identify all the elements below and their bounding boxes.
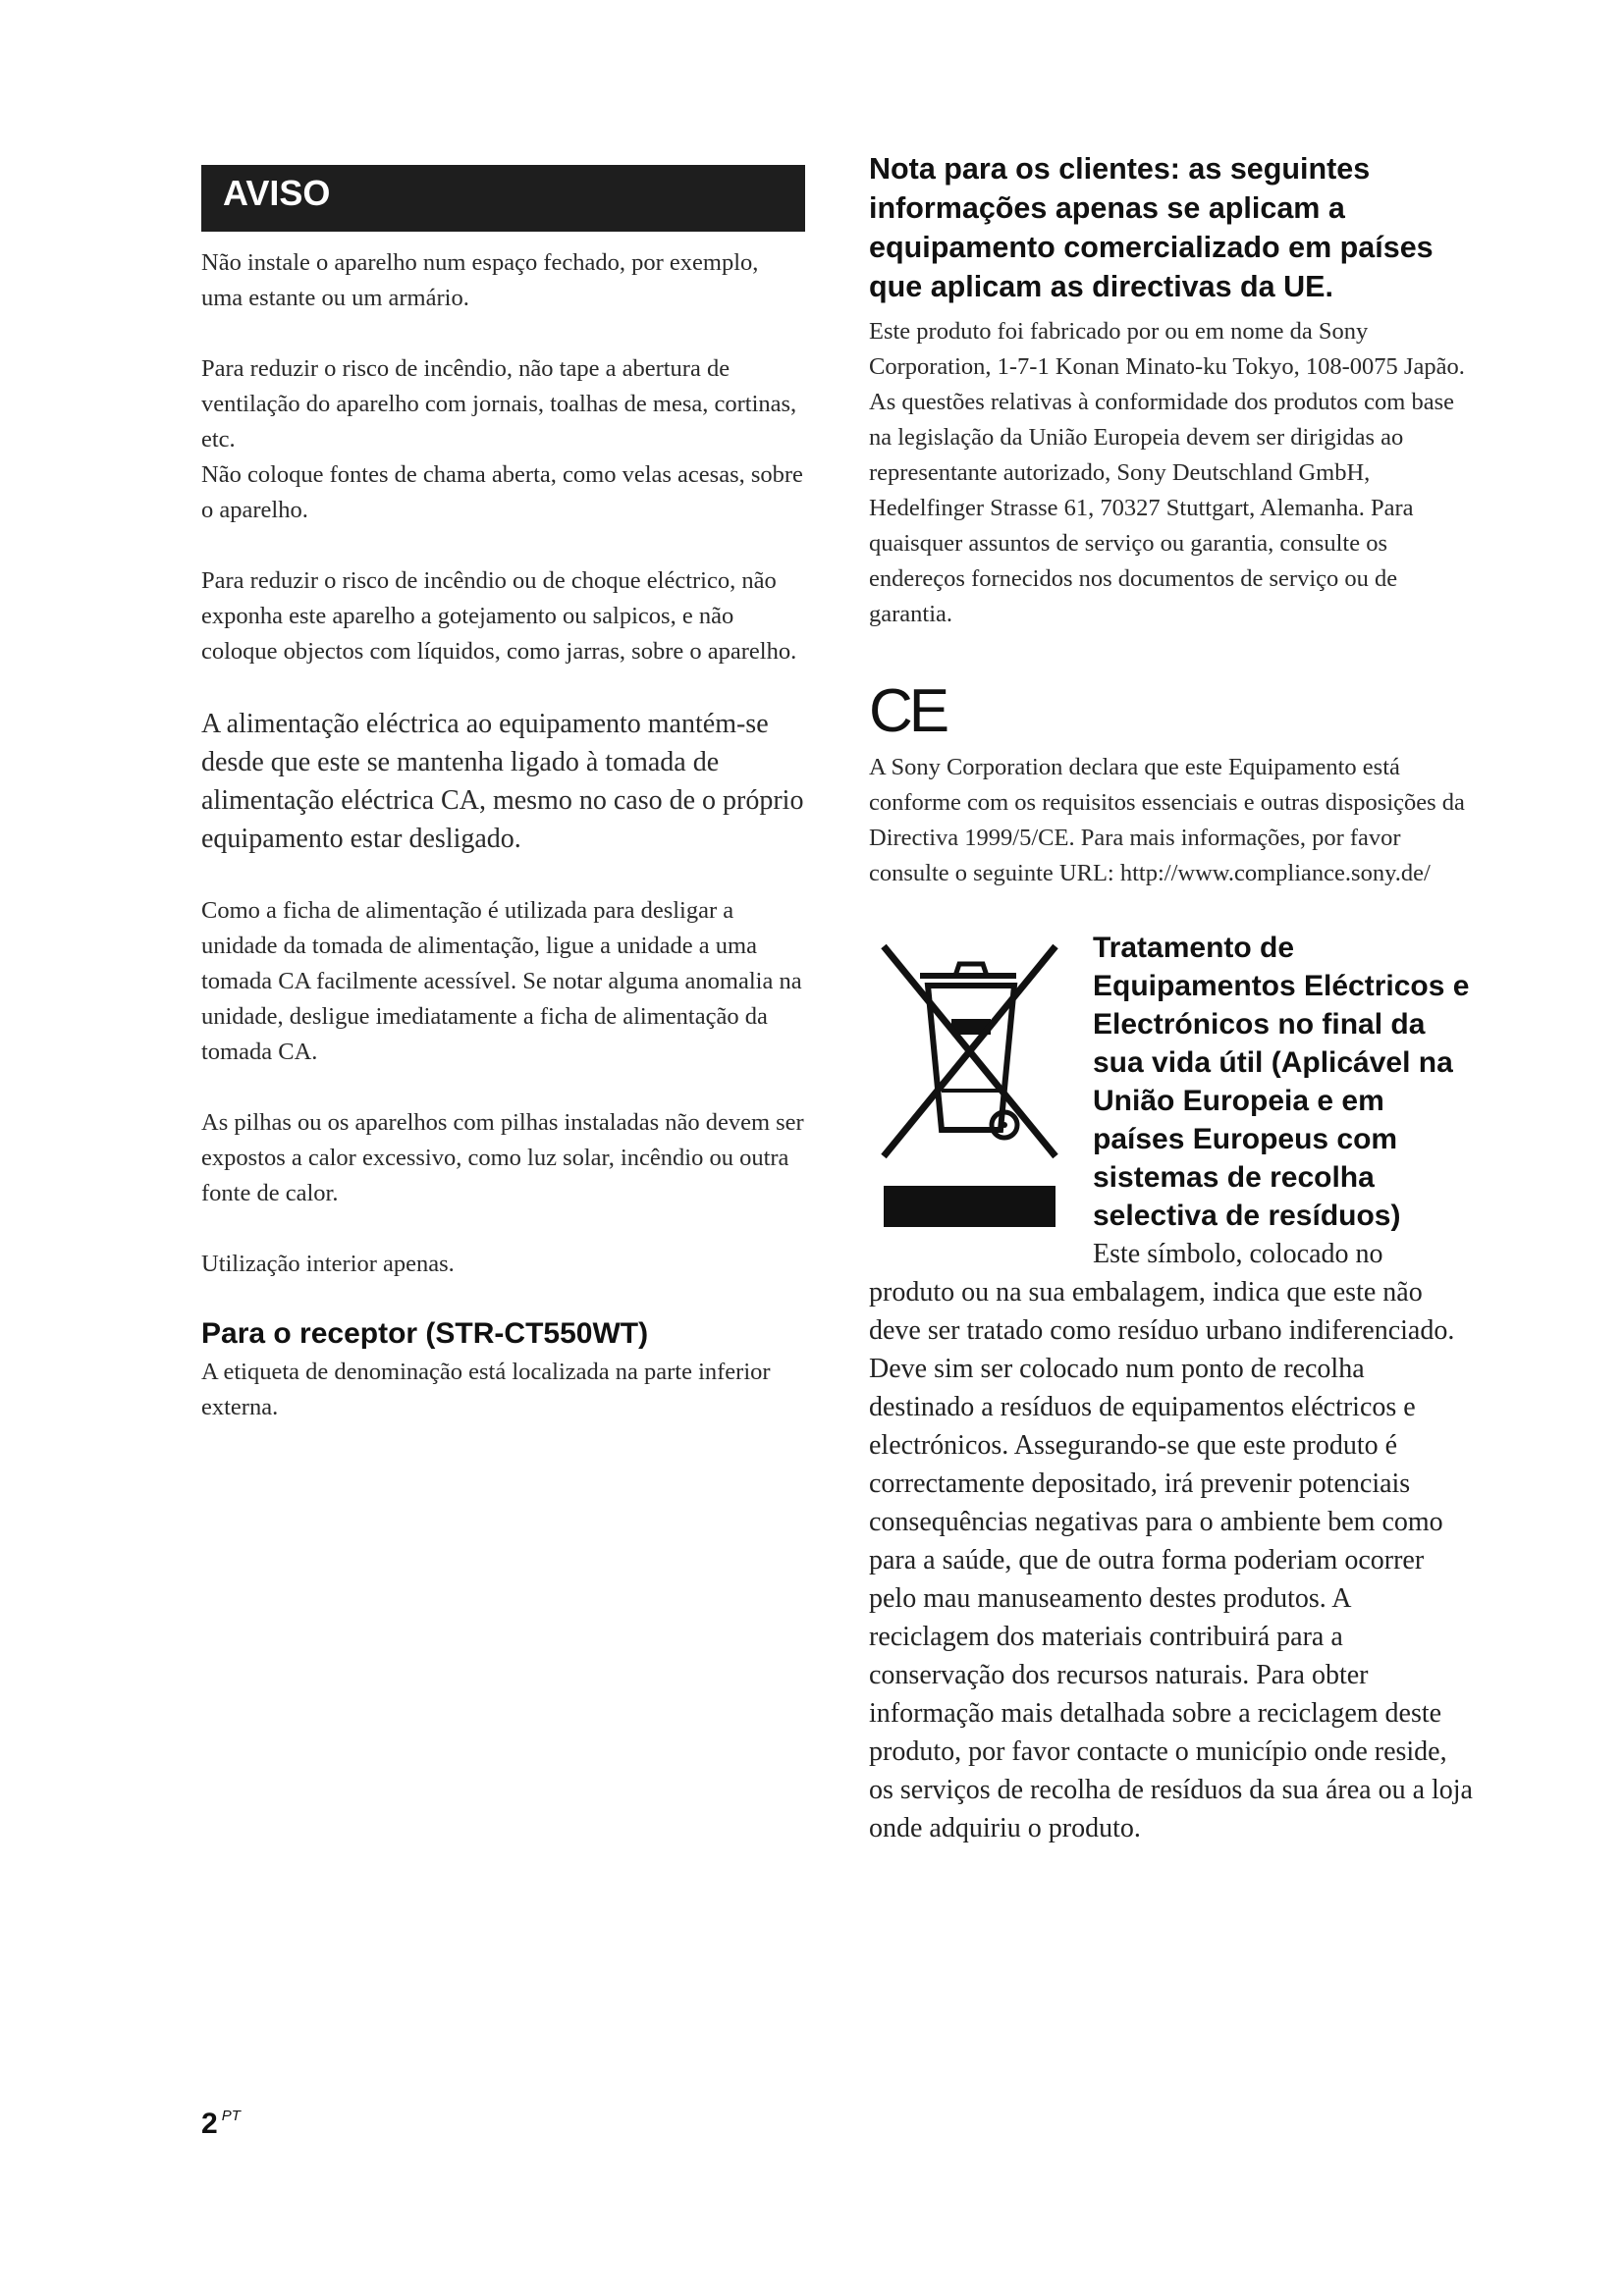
warning-batteries-heat: As pilhas ou os aparelhos com pilhas instaladas não devem ser expostos a calor excessivo, como luz solar, incêndio ou outra fonte de calor. [201,1109,804,1206]
conformity-declaration: A Sony Corporation declara que este Equipamento está conforme com os requisitos essenciais e outras disposições da Directiva 1999/5/CE. Para mais informações, por favor consulte o seguinte URL: http://www.compliance.sony.de/ [869,754,1465,886]
left-column [201,165,805,1425]
weee-section [869,929,1473,1847]
receptor-label-location: A etiqueta de denominação está localizada na parte inferior externa. [201,1359,771,1420]
warning-open-flame: Não coloque fontes de chama aberta, como velas acesas, sobre o aparelho. [201,461,803,523]
eu-customers-note-heading: Nota para os clientes: as seguintes informações apenas se aplicam a equipamento comercializado em países que aplicam as directivas da UE. [869,152,1434,303]
page-number [201,2108,241,2141]
warning-ventilation: Para reduzir o risco de incêndio, não tape a abertura de ventilação do aparelho com jornais, toalhas de mesa, cortinas, etc. [201,355,797,453]
ce-mark-icon: CE [869,677,947,745]
page-number-value: 2 [201,2108,218,2140]
warning-liquids: Para reduzir o risco de incêndio ou de choque eléctrico, não exponha este aparelho a gotejamento ou salpicos, e não coloque objectos com líquidos, como jarras, sobre o aparelho. [201,567,797,665]
receptor-heading: Para o receptor (STR-CT550WT) [201,1317,649,1350]
warning-power-connected: A alimentação eléctrica ao equipamento mantém-se desde que este se mantenha ligado à tomada de alimentação eléctrica CA, mesmo no caso de o próprio equipamento estar desligado. [201,709,804,854]
crossed-out-wheelie-bin-icon [869,929,1070,1233]
page-language-suffix: PT [221,2108,241,2124]
aviso-banner [201,165,805,232]
indoor-use-only: Utilização interior apenas. [201,1251,455,1277]
warning-enclosed-space: Não instale o aparelho num espaço fechado, por exemplo, uma estante ou um armário. [201,249,759,311]
right-column [869,149,1473,1847]
weee-heading: Tratamento de Equipamentos Eléctricos e Electrónicos no final da sua vida útil (Aplicável na União Europeia e em países Europeus com sistemas de recolha selectiva de resíduos) [1093,932,1470,1232]
eu-customers-note-text: Este produto foi fabricado por ou em nome da Sony Corporation, 1-7-1 Konan Minato-ku Tokyo, 108-0075 Japão. As questões relativas à conformidade dos produtos com base na legislação da União Europeia devem ser dirigidas ao representante autorizado, Sony Deutschland GmbH, Hedelfinger Strasse 61, 70327 Stuttgart, Alemanha. Para quaisquer assuntos de serviço ou garantia, consulte os endereços fornecidos nos documentos de serviço ou de garantia. [869,318,1465,627]
weee-first-line: Este símbolo, colocado no [1093,1239,1383,1269]
aviso-title: AVISO [223,173,331,213]
weee-body: produto ou na sua embalagem, indica que este não deve ser tratado como resíduo urbano indiferenciado. Deve sim ser colocado num ponto de recolha destinado a resíduos de equipamentos eléctricos e electrónicos. Assegurando-se que este produto é correctamente depositado, irá prevenir potenciais consequências negativas para o ambiente bem como para a saúde, que de outra forma poderiam ocorrer pelo mau manuseamento destes produtos. A reciclagem dos materiais contribuirá para a conservação dos recursos naturais. Para obter informação mais detalhada sobre a reciclagem deste produto, por favor contacte o município onde reside, os serviços de recolha de resíduos da sua área ou a loja onde adquiriu o produto. [869,1277,1473,1843]
warning-mains-plug: Como a ficha de alimentação é utilizada para desligar a unidade da tomada de alimentação, ligue a unidade a uma tomada CA facilmente acessível. Se notar alguma anomalia na unidade, desligue imediatamente a ficha de alimentação da tomada CA. [201,897,802,1065]
